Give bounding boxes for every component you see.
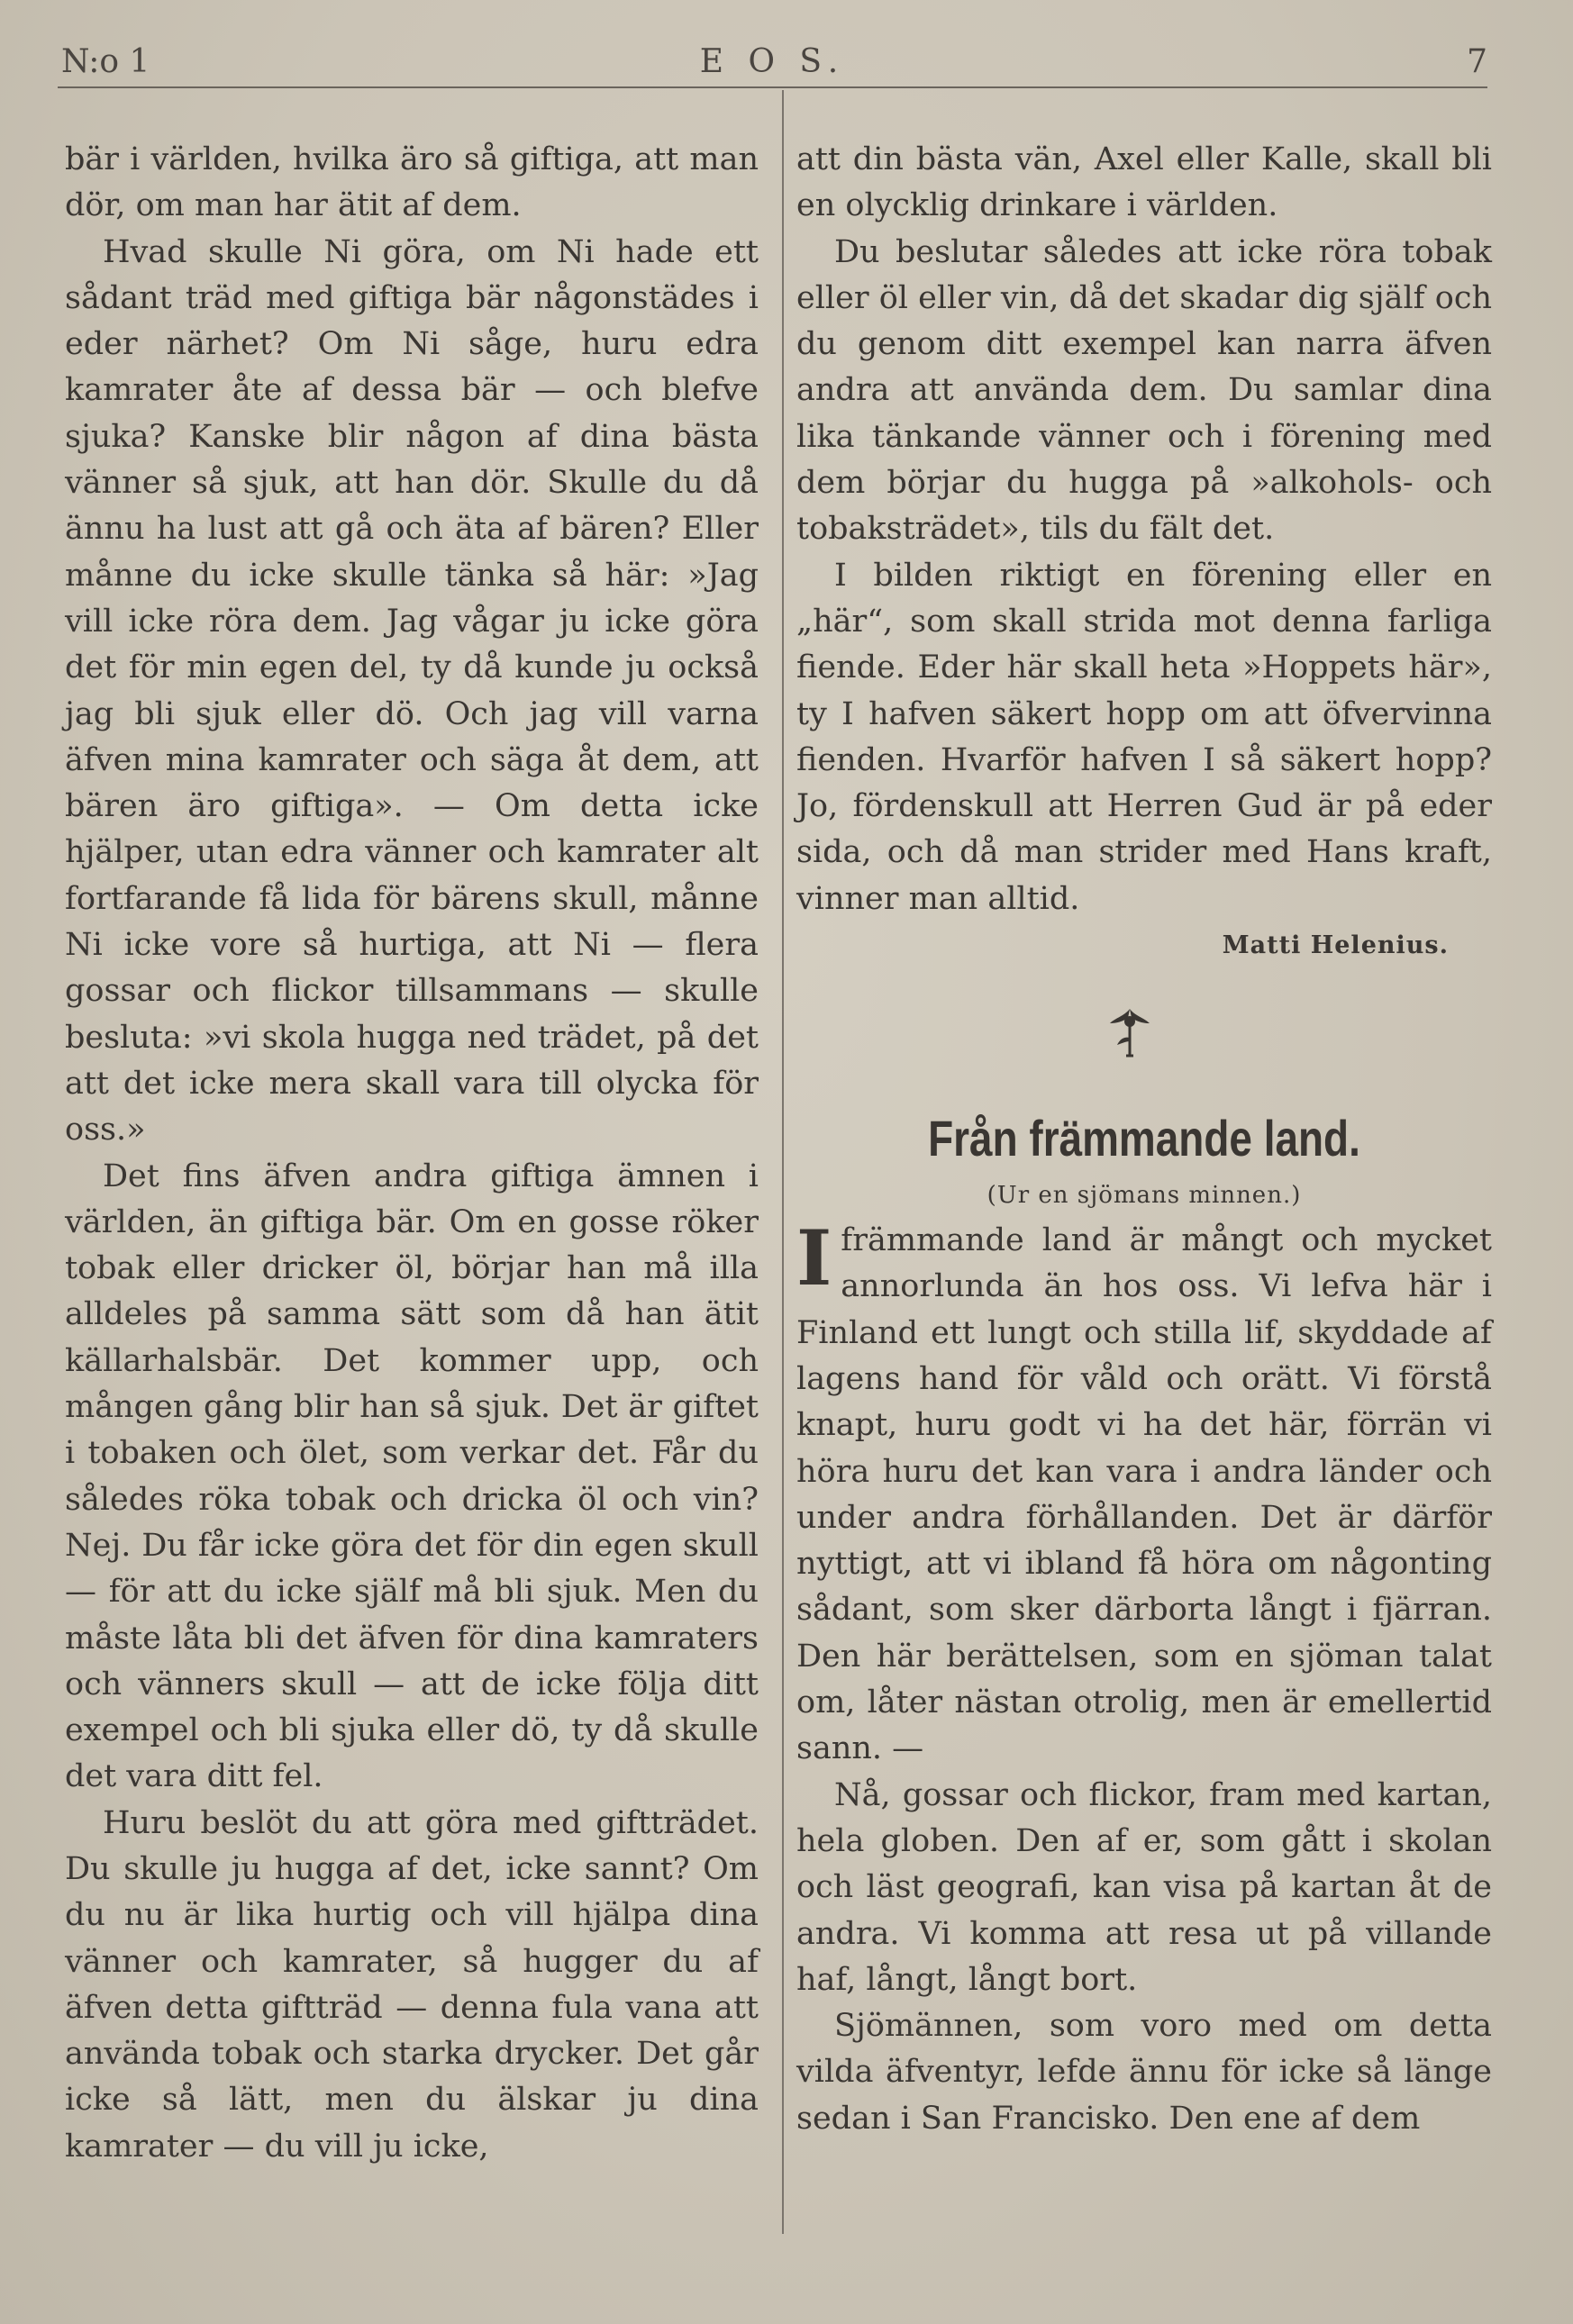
- header-rule: [58, 86, 1487, 88]
- article-subtitle: (Ur en sjömans minnen.): [987, 1182, 1302, 1210]
- section-ornament: [796, 966, 1492, 1101]
- paragraph: Du beslutar således att icke röra tobak eller öl eller vin, då det skadar dig själf och du genom ditt exempel kan narra äfven andra att använda dem. Du samlar dina lika tänkande vänner och i förening med dem börjar du hugga på »alkohols- och tobaksträdet», tils du fält det.: [796, 233, 1492, 548]
- paragraph-text: främmande land är mångt och mycket annorlunda än hos oss. Vi lefva här i Finland ett lungt och stilla lif, skyddade af lagens hand för våld och orätt. Vi förstå knapt, huru godt vi ha det här, förrän vi höra huru det kan vara i andra länder och under andra förhållanden. Det är därför nyttigt, att vi ibland få höra om någonting sådant, som sker därborta långt i fjärran. Den här berättelsen, som en sjöman talat om, låter nästan otrolig, men är emellertid sann. —: [796, 1222, 1492, 1767]
- publication-title: E O S.: [699, 43, 846, 80]
- article-first-paragraph: [796, 1213, 1492, 1773]
- paragraph: Nå, gossar och flickor, fram med kartan, hela globen. Den af er, som gått i skolan och läst geografi, kan visa på kartan åt de andra. Vi komma att resa ut på villande haf, långt, långt bort.: [796, 1776, 1492, 1998]
- author-signature: Matti Helenius.: [1222, 931, 1449, 960]
- drop-cap: I: [796, 1213, 832, 1303]
- page-header: [58, 36, 1487, 90]
- paragraph: I bilden riktigt en förening eller en „här“, som skall strida mot denna farliga fiende. Eder här skall heta »Hoppets här», ty I hafven säkert hopp om att öfvervinna fienden. Hvarför hafven I så säkert hopp? Jo, fördenskull att Herren Gud är på eder sida, och då man strider med Hans kraft, vinner man alltid.: [796, 557, 1492, 917]
- floral-ornament-icon: [1103, 1000, 1157, 1063]
- paragraph: Huru beslöt du att göra med giftträdet. Du skulle ju hugga af det, icke sannt? Om du nu är lika hurtig och vill hjälpa dina vänner och kamrater, så hugger du af äfven detta giftträd — denna fula vana att använda tobak och starka drycker. Det går icke så lätt, men du älskar ju dina kamrater — du vill ju icke,: [65, 1804, 759, 2165]
- right-column: [796, 137, 1492, 2142]
- column-divider: [782, 90, 784, 2234]
- article-title: Från främmande land.: [928, 1110, 1360, 1167]
- paragraph: Hvad skulle Ni göra, om Ni hade ett sådant träd med giftiga bär någonstädes i eder närhet? Om Ni såge, huru edra kamrater åte af dessa bär — och blefve sjuka? Kanske blir någon af dina bästa vänner så sjuk, att han dör. Skulle du då ännu ha lust att gå och äta af bären? Eller månne du icke skulle tänka så här: »Jag vill icke röra dem. Jag vågar ju icke göra det för min egen del, ty då kunde ju också jag bli sjuk eller dö. Och jag vill varna äfven mina kamrater och säga åt dem, att bären äro giftiga». — Om detta icke hjälper, utan edra vänner och kamrater alt fortfarande få lida för bärens skull, månne Ni icke vore så hurtiga, att Ni — flera gossar och flickor tillsammans — skulle besluta: »vi skola hugga ned trädet, på det att det icke mera skall vara till olycka för oss.»: [65, 233, 759, 1148]
- paragraph: bär i världen, hvilka äro så giftiga, att man dör, om man har ätit af dem.: [65, 141, 759, 224]
- issue-number: N:o 1: [61, 43, 150, 80]
- paragraph: Det fins äfven andra giftiga ämnen i världen, än giftiga bär. Om en gosse röker tobak eller dricker öl, börjar han må illa alldeles på samma sätt som då han ätit källarhalsbär. Det kommer upp, och mången gång blir han så sjuk. Det är giftet i tobaken och ölet, som verkar det. Får du således röka tobak och dricka öl och vin? Nej. Du får icke göra det för din egen skull — för att du icke själf må bli sjuk. Men du måste låta bli det äfven för dina kamraters och vänners skull — att de icke följa ditt exempel och bli sjuka eller dö, ty då skulle det vara ditt fel.: [65, 1157, 759, 1795]
- page-number: 7: [1467, 43, 1487, 80]
- paragraph: att din bästa vän, Axel eller Kalle, skall bli en olycklig drinkare i världen.: [796, 141, 1492, 224]
- paragraph: Sjömännen, som voro med om detta vilda äfventyr, lefde ännu för icke så länge sedan i San Francisko. Den ene af dem: [796, 2008, 1492, 2137]
- left-column: [65, 137, 759, 2170]
